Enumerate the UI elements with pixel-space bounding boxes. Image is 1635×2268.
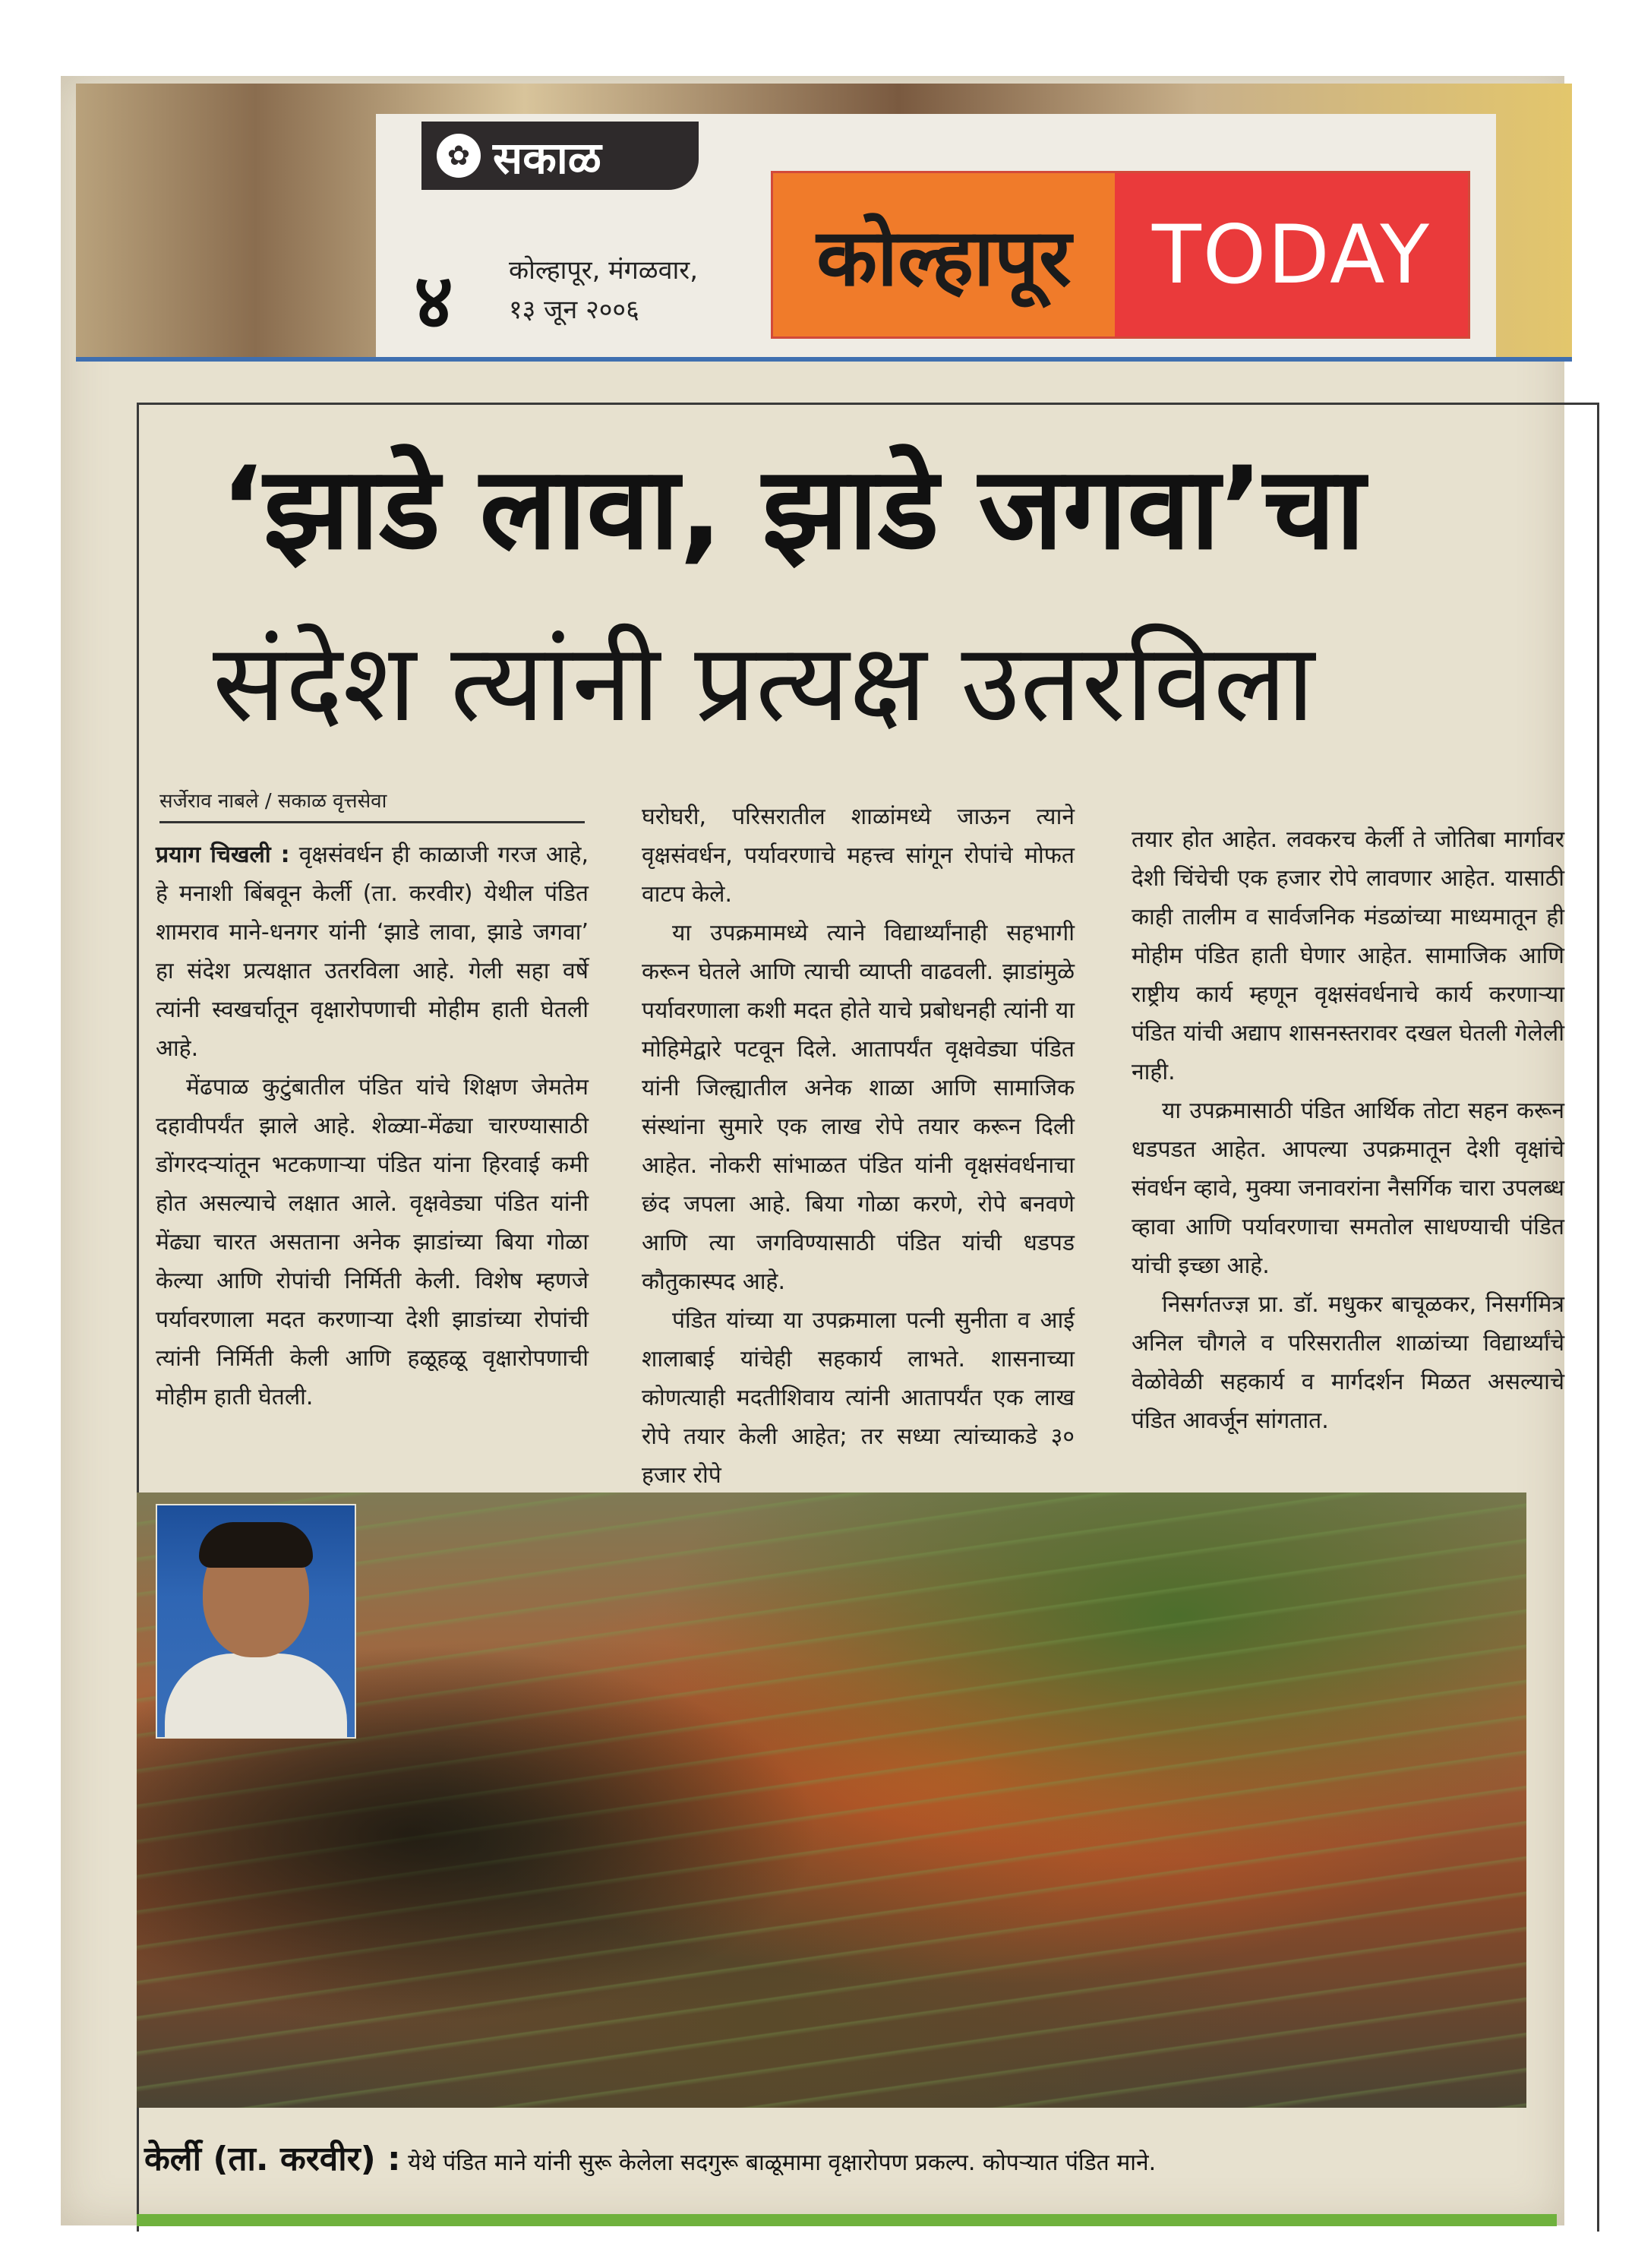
bottom-rule xyxy=(137,2214,1557,2226)
paragraph: पंडित यांच्या या उपक्रमाला पत्नी सुनीता व आई शालाबाई यांचेही सहकार्य लाभते. शासनाच्या कोणत्याही मदतीशिवाय त्यांनी आतापर्यंत एक लाख रोपे तयार केली आहेत; तर सध्या त्यांच्याकडे ३० हजार रोपे xyxy=(642,1307,1075,1489)
paper-name: सकाळ xyxy=(493,131,601,184)
caption-text: येथे पंडित माने यांनी सुरू केलेला सदगुरू बाळूमामा वृक्षारोपण प्रकल्प. कोपऱ्यात पंडित माने. xyxy=(400,2150,1157,2176)
paper-logo-badge xyxy=(421,122,699,190)
byline: सर्जेराव नाबले / सकाळ वृत्तसेवा xyxy=(159,786,585,823)
portrait-hair xyxy=(199,1522,313,1568)
article-column-1 xyxy=(156,835,589,1417)
paragraph: तयार होत आहेत. लवकरच केर्ली ते जोतिबा मार्गावर देशी चिंचेची एक हजार रोपे लावणार आहेत. यासाठी काही तालीम व सार्वजनिक मंडळांच्या माध्यमातून ही मोहीम पंडित हाती घेणार आहेत. सामाजिक आणि राष्ट्रीय कार्य म्हणून वृक्षसंवर्धनाचे कार्य करणाऱ्या पंडित यांची अद्याप शासनस्तरावर दखल घेतली गेलेली नाही. xyxy=(1132,826,1564,1085)
photo-caption xyxy=(144,2134,1572,2180)
dateline xyxy=(509,251,698,330)
dateline-place-day: कोल्हापूर, मंगळवार, xyxy=(509,255,699,286)
paragraph: निसर्गतज्ज्ञ प्रा. डॉ. मधुकर बाचूळकर, निसर्गमित्र अनिल चौगले व परिसरातील शाळांच्या विद्यार्थ्यांचे वेळोवेळी सहकार्य व मार्गदर्शन मिळत असल्याचे पंडित आवर्जून सांगतात. xyxy=(1132,1291,1564,1434)
section-today: TODAY xyxy=(1115,173,1468,336)
place-tag: प्रयाग चिखली : xyxy=(156,842,290,868)
paragraph xyxy=(156,835,589,1068)
caption-place: केर्ली (ता. करवीर) : xyxy=(144,2140,401,2178)
page-number: ४ xyxy=(414,257,453,346)
paper-emblem-icon: ✿ xyxy=(437,134,481,178)
portrait-shirt xyxy=(165,1654,347,1739)
article-column-3 xyxy=(1132,820,1564,1440)
headline-line-1: ‘झाडे लावा, झाडे जगवा’चा xyxy=(220,443,1365,575)
paragraph: या उपक्रमामध्ये त्याने विद्यार्थ्यांनाही सहभागी करून घेतले आणि त्याची व्याप्ती वाढवली. झाडांमुळे पर्यावरणाला कशी मदत होते याचे प्रबोधनही त्यांनी या मोहिमेद्वारे पटवून दिले. आतापर्यंत वृक्षवेड्या पंडित यांनी जिल्ह्यातील अनेक शाळा आणि सामाजिक संस्थांना सुमारे एक लाख रोपे तयार करून दिली आहेत. नोकरी सांभाळत पंडित यांनी वृक्षसंवर्धनाचा छंद जपला आहे. बिया गोळा करणे, रोपे बनवणे आणि त्या जगविण्यासाठी पंडित यांची धडपड कौतुकास्पद आहे. xyxy=(642,920,1075,1295)
paragraph: घरोघरी, परिसरातील शाळांमध्ये जाऊन त्याने वृक्षसंवर्धन, पर्यावरणाचे महत्त्व सांगून रोपांचे मोफत वाटप केले. xyxy=(642,804,1075,908)
headline-line-2: संदेश त्यांनी प्रत्यक्ष उतरविला xyxy=(213,621,1315,746)
paragraph: या उपक्रमासाठी पंडित आर्थिक तोटा सहन करून धडपडत आहेत. आपल्या उपक्रमातून देशी वृक्षांचे संवर्धन व्हावे, मुक्या जनावरांना नैसर्गिक चारा उपलब्ध व्हावा आणि पर्यावरणाचा समतोल साधण्याची पंडित यांची इच्छा आहे. xyxy=(1132,1098,1564,1279)
section-banner xyxy=(771,171,1470,339)
section-city: कोल्हापूर xyxy=(773,173,1115,336)
paragraph: मेंढपाळ कुटुंबातील पंडित यांचे शिक्षण जेमतेम दहावीपर्यंत झाले आहे. शेळ्या-मेंढ्या चारण्यासाठी डोंगरदऱ्यांतून भटकणाऱ्या पंडित यांना हिरवाई कमी होत असल्याचे लक्षात आले. वृक्षवेड्या पंडित यांनी मेंढ्या चारत असताना अनेक झाडांच्या बिया गोळा केल्या आणि रोपांची निर्मिती केली. विशेष म्हणजे पर्यावरणाला मदत करणाऱ्या देशी झाडांच्या रोपांची त्यांनी निर्मिती केली आणि हळूहळू वृक्षारोपणाची मोहीम हाती घेतली. xyxy=(156,1074,589,1410)
dateline-date: १३ जून २००६ xyxy=(509,295,639,325)
portrait-inset-photo xyxy=(156,1504,356,1739)
article-column-2 xyxy=(642,798,1075,1495)
paragraph-text: वृक्षसंवर्धन ही काळाजी गरज आहे, हे मनाशी बिंबवून केर्ली (ता. करवीर) येथील पंडित शामराव माने-धनगर यांनी ‘झाडे लावा, झाडे जगवा’ हा संदेश प्रत्यक्षात उतरविला आहे. गेली सहा वर्षे त्यांनी स्वखर्चातून वृक्षारोपणाची मोहीम हाती घेतली आहे. xyxy=(156,842,589,1062)
